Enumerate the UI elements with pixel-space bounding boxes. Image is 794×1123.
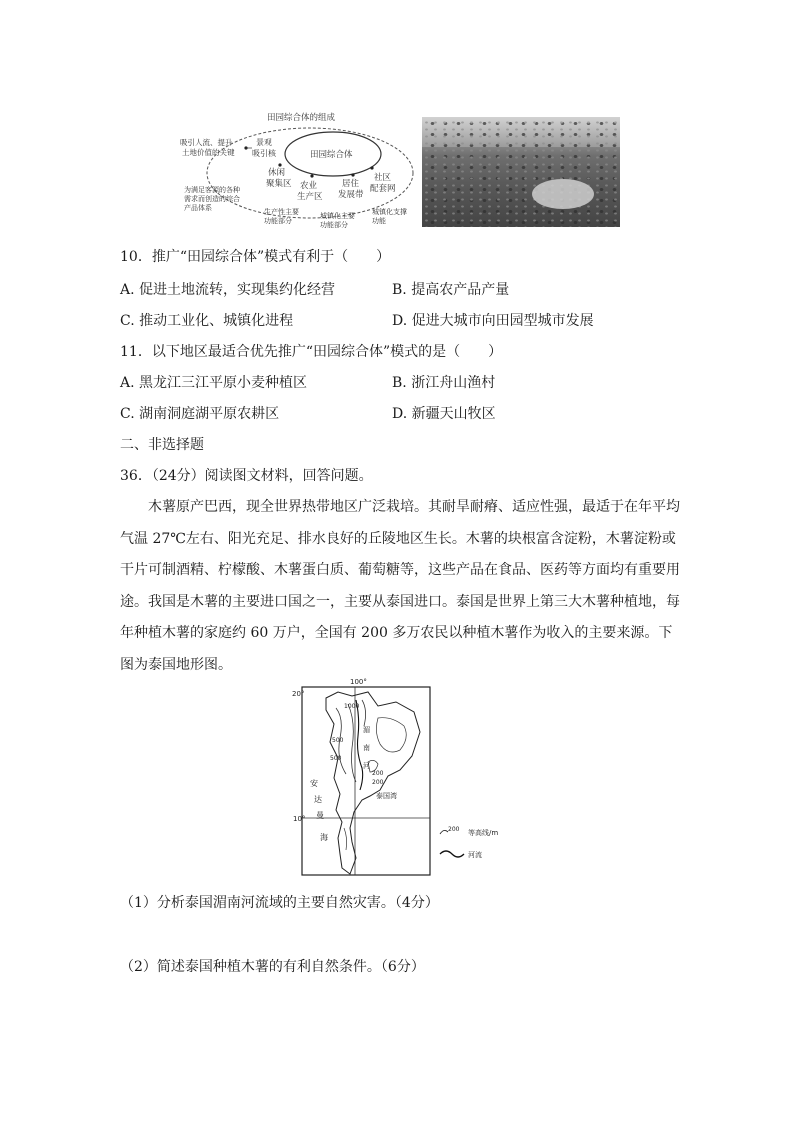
q10-option-d: D. 促进大城市向田园型城市发展 [392, 313, 594, 329]
q36-stem: 36．（24分）阅读图文材料，回答问题。 [120, 468, 373, 484]
svg-text:安: 安 [310, 779, 318, 788]
q10-stem: 10．推广“田园综合体”模式有利于（ ） [120, 249, 391, 265]
q10-option-b: B. 提高农产品产量 [392, 282, 510, 298]
q11-option-b: B. 浙江舟山渔村 [392, 375, 496, 391]
resid-label: 居住 发展带 [338, 179, 364, 200]
q11-option-c: C. 湖南洞庭湖平原农耕区 [120, 406, 280, 422]
q36-sub2: （2）简述泰国种植木薯的有利自然条件。（6分） [120, 959, 425, 975]
agri-label: 农业 生产区 [297, 181, 323, 202]
lon-label: 100° [350, 678, 367, 686]
svg-text:500: 500 [330, 755, 342, 762]
gulf-label: 泰国湾 [376, 792, 397, 800]
lat-top-label: 20° [292, 690, 305, 698]
svg-text:达: 达 [314, 795, 322, 804]
svg-text:200: 200 [372, 779, 384, 786]
left-top-label: 吸引人流、提升 土地价值的关键 [180, 138, 235, 157]
prod-func-label: 生产性主要 功能部分 [264, 208, 299, 225]
leisure-label: 休闲 聚集区 [266, 168, 292, 189]
center-label: 田园综合体 [310, 150, 353, 160]
svg-text:曼: 曼 [316, 811, 324, 820]
svg-text:500: 500 [332, 737, 344, 744]
svg-text:200: 200 [372, 770, 384, 777]
landscape-label: 景观 吸引核 [252, 138, 276, 158]
section-title: 二、非选择题 [120, 437, 204, 453]
legend-contour-label: 等高线/m [468, 829, 499, 837]
q10-option-c: C. 推动工业化、城镇化进程 [120, 313, 294, 329]
svg-text:南: 南 [363, 744, 370, 752]
svg-text:200: 200 [448, 826, 460, 833]
diagram-title: 田园综合体的组成 [267, 113, 336, 123]
q36-material: 木薯原产巴西，现全世界热带地区广泛栽培。其耐旱耐瘠、适应性强，最适于在年平均气温 27℃左右、阳光充足、排水良好的丘陵地区生长。木薯的块根富含淀粉，木薯淀粉或干片可制酒精、柠檬酸、木薯蛋白质、葡萄糖等，这些产品在食品、医药等方面均有重要用途。我国是木薯的主要进口国之一，主要从泰国进口。泰国是世界上第三大木薯种植地，每年种植木薯的家庭约 60 万户，全国有 200 多万农民以种植木薯作为收入的主要来源。下图为泰国地形图。 [120, 499, 680, 673]
svg-text:湄: 湄 [363, 726, 370, 734]
urban-func-label: 城镇化主要 功能部分 [320, 212, 355, 229]
complex-diagram [160, 108, 420, 233]
aerial-photo [422, 117, 620, 227]
lat-mid-label: 10° [293, 815, 306, 823]
q11-stem: 11．以下地区最适合优先推广“田园综合体”模式的是（ ） [120, 344, 503, 360]
svg-text:1000: 1000 [344, 703, 360, 710]
svg-text:海: 海 [320, 833, 328, 842]
svg-text:河: 河 [363, 762, 370, 770]
q10-option-a: A. 促进土地流转，实现集约化经营 [120, 282, 336, 298]
q36-sub1: （1）分析泰国湄南河流域的主要自然灾害。（4分） [120, 895, 439, 911]
legend-river-label: 河流 [468, 851, 482, 859]
left-bottom-label: 为满足客源的各种 需求而创造的综合 产品体系 [184, 186, 240, 212]
q11-option-d: D. 新疆天山牧区 [392, 406, 496, 422]
support-func-label: 城镇化支撑 功能 [372, 208, 407, 225]
thailand-map [292, 678, 512, 884]
q11-option-a: A. 黑龙江三江平原小麦种植区 [120, 375, 308, 391]
community-label: 社区 配套网 [370, 173, 396, 194]
